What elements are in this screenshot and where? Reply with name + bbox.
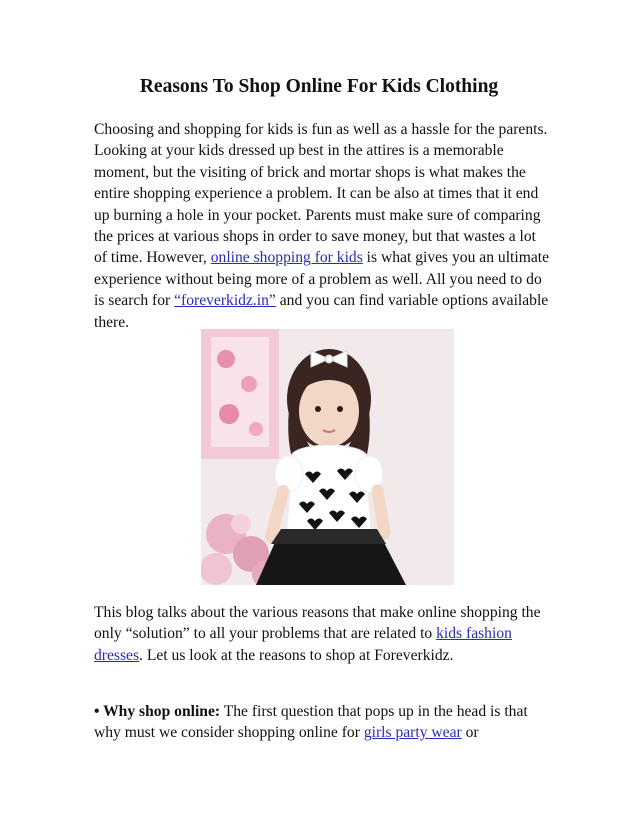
blog-intro-text-1: This blog talks about the various reasons that make online shopping the only “solution” to all your problems that are related to (94, 604, 541, 643)
girls-party-wear-link[interactable]: girls party wear (363, 724, 462, 742)
intro-paragraph (94, 119, 549, 333)
page-title: Reasons To Shop Online For Kids Clothing (139, 76, 499, 97)
why-shop-text-2: or (461, 724, 479, 742)
intro-text-3: and you can find variable options available there. (94, 292, 549, 331)
foreverkidz-link[interactable]: “foreverkidz.in” (174, 292, 276, 310)
blog-intro-text-2: . Let us look at the reasons to shop at Foreverkidz. (139, 646, 454, 664)
online-shopping-for-kids-link[interactable]: online shopping for kids (210, 249, 363, 267)
blog-intro-paragraph (94, 602, 549, 666)
why-shop-online-paragraph (94, 701, 549, 744)
kids-dress-photo (201, 329, 454, 585)
kids-fashion-dresses-link[interactable]: kids fashion dresses (94, 625, 512, 664)
intro-text-2: is what gives you an ultimate experience without being more of a problem as well. All you need to do is search for (94, 249, 550, 310)
intro-text-1: Choosing and shopping for kids is fun as well as a hassle for the parents. Looking at your kids dressed up best in the attires is a memorable moment, but the visiting of brick and mortar shops is what makes the entire shopping experience a problem. It can be also at times that it end up burning a hole in your pocket. Parents must make sure of comparing the prices at various shops in order to save money, but that wastes a lot of time. However, (94, 121, 548, 267)
why-shop-text-1: The first question that pops up in the head is that why must we consider shopping online for (94, 703, 528, 742)
why-shop-online-heading: • Why shop online: (94, 703, 221, 720)
